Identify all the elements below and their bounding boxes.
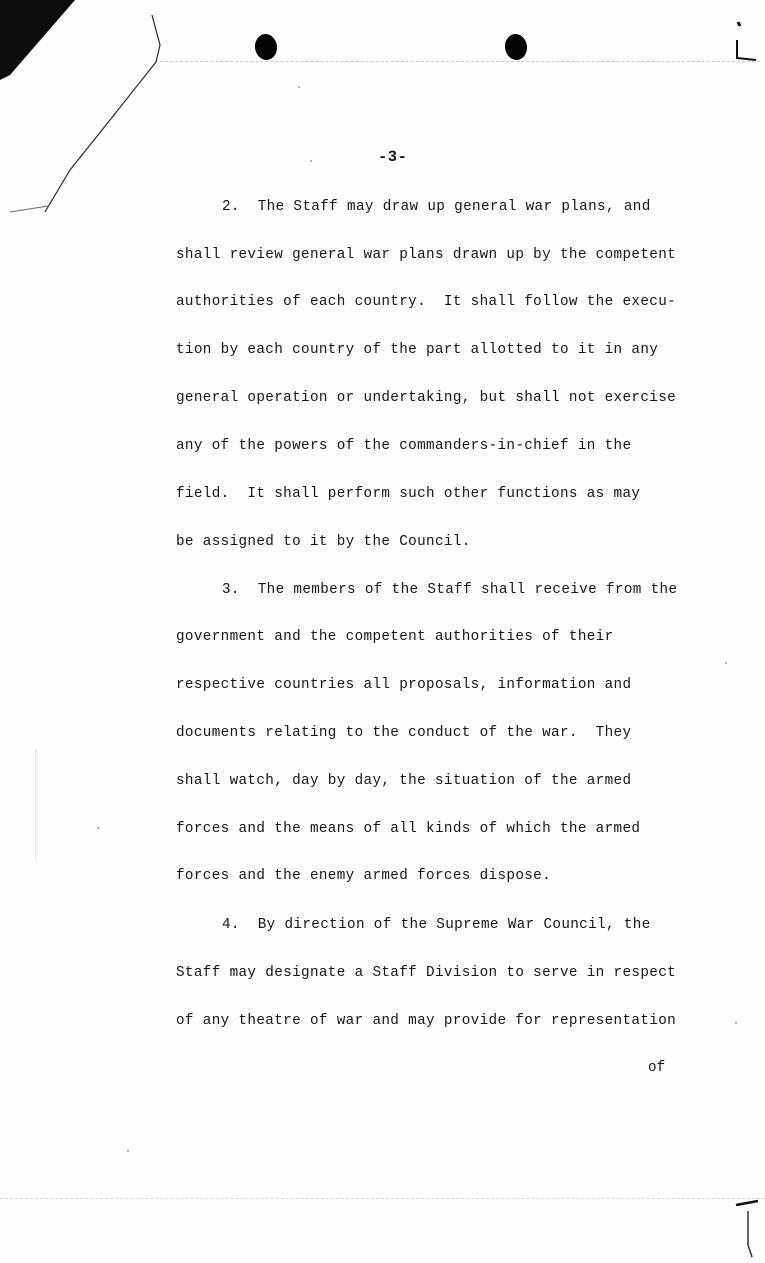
- page-number: -3-: [378, 148, 408, 166]
- speck: [298, 86, 300, 88]
- text-line: authorities of each country. It shall follow the execu-: [176, 294, 677, 310]
- punch-hole-left: [253, 33, 278, 62]
- text-line: Staff may designate a Staff Division to serve in respect: [176, 965, 677, 981]
- punch-hole-right: [503, 33, 528, 62]
- speck: [127, 1150, 129, 1152]
- text-line: documents relating to the conduct of the war. They: [176, 725, 632, 741]
- speck: [97, 827, 99, 829]
- bottom-edge-rule: [0, 1198, 765, 1199]
- folded-corner-edge: [0, 0, 165, 215]
- text-line: respective countries all proposals, information and: [176, 677, 632, 693]
- text-line: general operation or undertaking, but shall not exercise: [176, 390, 677, 406]
- text-line: shall review general war plans drawn up by the competent: [176, 247, 677, 263]
- text-line: any of the powers of the commanders-in-chief in the: [176, 438, 632, 454]
- text-line: forces and the means of all kinds of which the armed: [176, 821, 641, 837]
- speck: [310, 160, 312, 162]
- text-line: tion by each country of the part allotted to it in any: [176, 342, 659, 358]
- paragraph-number: 2. The Staff may draw up general war plans, and: [222, 199, 651, 215]
- speck: [735, 1022, 737, 1024]
- binding-mark-bottom: [728, 1195, 765, 1263]
- text-line: field. It shall perform such other functions as may: [176, 486, 641, 502]
- speck: [725, 662, 727, 664]
- margin-dots: [35, 750, 42, 860]
- text-line: of any theatre of war and may provide for representation: [176, 1013, 677, 1029]
- binding-mark-top: [728, 16, 765, 64]
- text-line: forces and the enemy armed forces dispose.: [176, 868, 552, 884]
- paragraph-number: 4. By direction of the Supreme War Council, the: [222, 917, 651, 933]
- catchword: of: [648, 1060, 666, 1076]
- text-line: government and the competent authorities of their: [176, 629, 614, 645]
- text-line: be assigned to it by the Council.: [176, 534, 471, 550]
- paragraph-number: 3. The members of the Staff shall receive from the: [222, 582, 678, 598]
- top-edge-rule: [160, 61, 760, 62]
- text-line: shall watch, day by day, the situation of the armed: [176, 773, 632, 789]
